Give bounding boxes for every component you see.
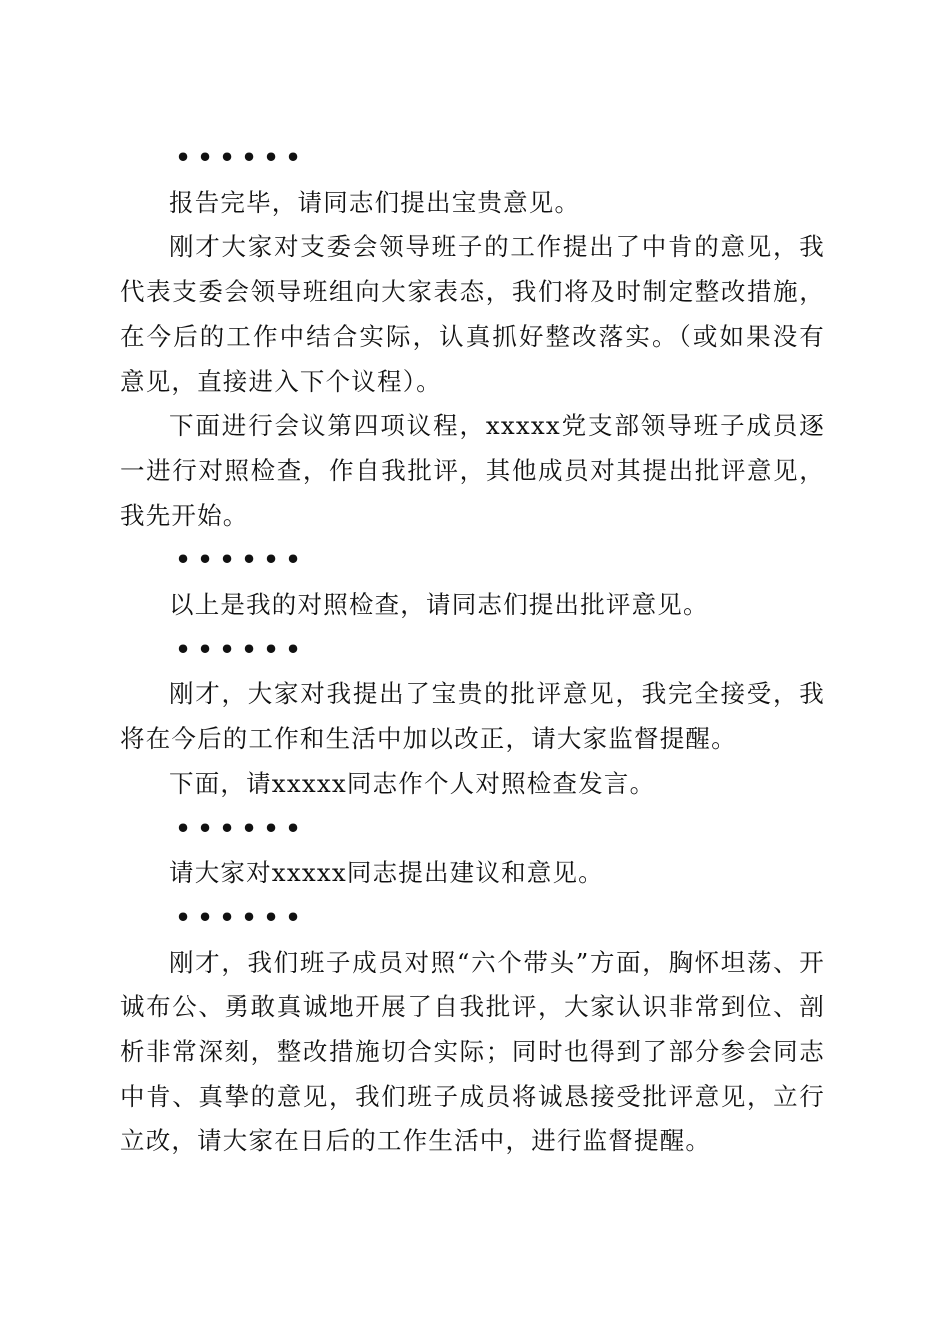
ellipsis-separator: • • • • • •: [175, 143, 301, 172]
paragraph-self-check-end: 以上是我的对照检查，请同志们提出批评意见。: [169, 590, 709, 620]
paragraph-report-finished: 报告完毕，请同志们提出宝贵意见。: [169, 187, 581, 217]
ellipsis-separator: • • • • • •: [175, 902, 301, 932]
paragraph-committee-response: 刚才大家对支委会领导班子的工作提出了中肯的意见，我代表支委会领导班组向大家表态，我们将及时制定整改措施，在今后的工作中结合实际，认真抓好整改落实。（或如果没有意见，直接进入下个议程）。: [120, 232, 825, 396]
paragraph-next-speaker: 下面，请xxxxx同志作个人对照检查发言。: [169, 768, 656, 798]
paragraph-summary: 刚才，我们班子成员对照“六个带头”方面，胸怀坦荡、开诚布公、勇敢真诚地开展了自我批评，大家认识非常到位、剖析非常深刻，整改措施切合实际；同时也得到了部分参会同志中肯、真挚的意见，我们班子成员将诚恳接受批评意见，立行立改，请大家在日后的工作生活中，进行监督提醒。: [120, 947, 825, 1156]
paragraph-agenda-item-four: 下面进行会议第四项议程，xxxxx党支部领导班子成员逐一进行对照检查，作自我批评，其他成员对其提出批评意见，我先开始。: [120, 411, 825, 530]
paragraph-request-suggestions: 请大家对xxxxx同志提出建议和意见。: [169, 858, 604, 888]
document-page: [120, 136, 825, 1164]
paragraph-accept-criticism: 刚才，大家对我提出了宝贵的批评意见，我完全接受，我将在今后的工作和生活中加以改正，请大家监督提醒。: [120, 679, 825, 754]
ellipsis-separator: • • • • • •: [175, 545, 301, 575]
ellipsis-separator: • • • • • •: [175, 634, 301, 664]
ellipsis-separator: • • • • • •: [175, 813, 301, 843]
